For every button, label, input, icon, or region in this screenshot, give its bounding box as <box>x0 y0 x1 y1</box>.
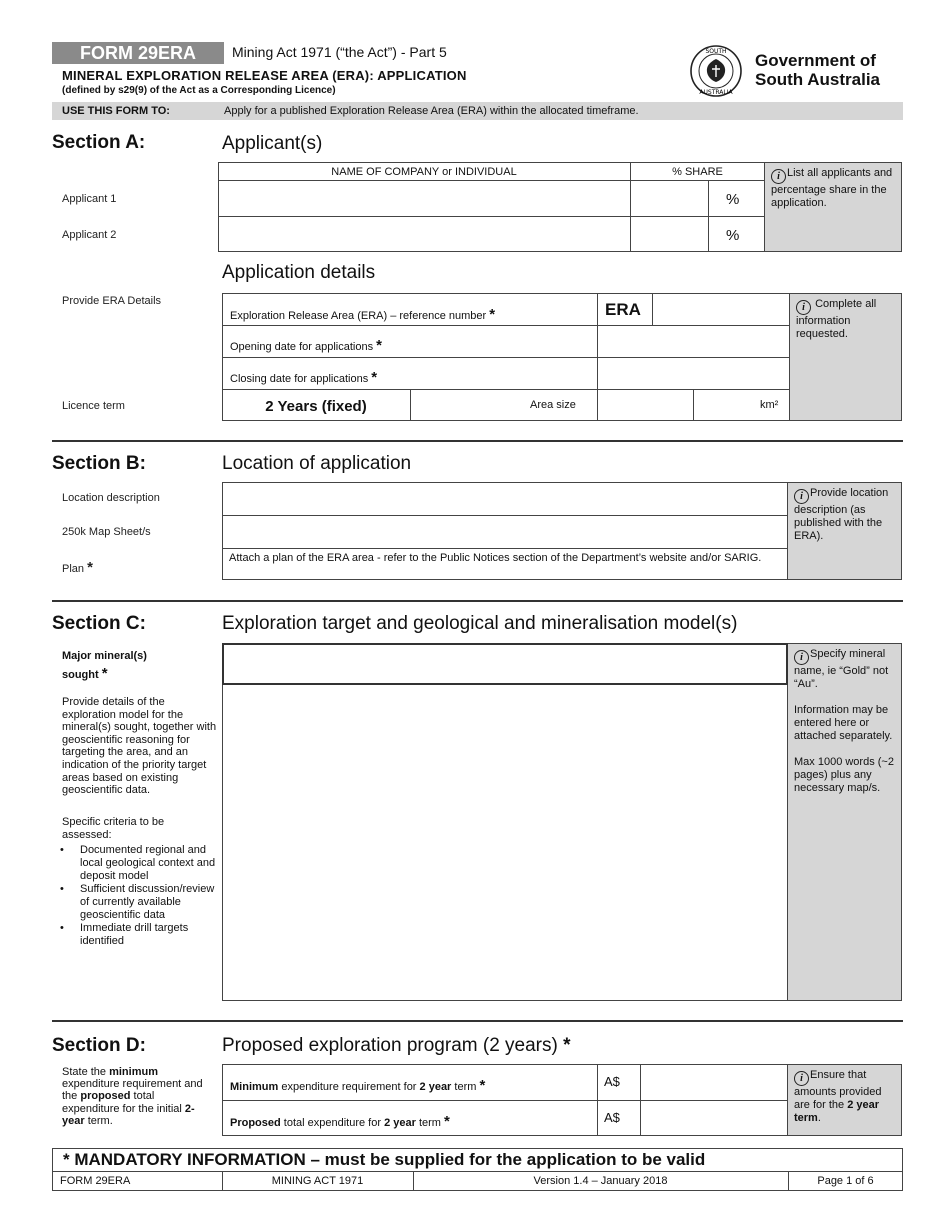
applicants-note-box: i List all applicants and percentage share in the application. <box>765 162 902 252</box>
section-d-label: Section D: <box>52 1035 146 1056</box>
area-size-input[interactable] <box>598 390 692 420</box>
footer-form-code: FORM 29ERA <box>60 1175 131 1187</box>
criteria-item: • Immediate drill targets identified <box>52 922 222 948</box>
info-icon: i <box>794 1071 809 1086</box>
footer-version: Version 1.4 – January 2018 <box>533 1175 668 1187</box>
government-name-line1: Government of <box>755 51 876 70</box>
exploration-model-input[interactable] <box>222 685 788 1001</box>
minimum-expenditure-label: Minimum expenditure requirement for 2 year term * <box>230 1077 486 1094</box>
footer-act: MINING ACT 1971 <box>271 1175 364 1187</box>
section-a-label: Section A: <box>52 132 146 153</box>
section-b-title: Location of application <box>222 453 412 474</box>
criteria-intro: Specific criteria to be assessed: <box>62 816 165 841</box>
criteria-list <box>52 844 222 948</box>
applicant-2-percent: % <box>726 227 740 244</box>
licence-term-value: 2 Years (fixed) <box>265 398 367 415</box>
location-note-box: i Provide location description (as published with the ERA). <box>788 482 902 580</box>
proposed-expenditure-label: Proposed total expenditure for 2 year term * <box>230 1113 450 1130</box>
location-description-input[interactable] <box>223 483 787 514</box>
col-share-header: % SHARE <box>672 166 723 178</box>
applicant-1-label: Applicant 1 <box>62 193 117 205</box>
use-form-label: USE THIS FORM TO: <box>62 105 170 117</box>
info-icon: i <box>771 169 786 184</box>
info-icon: i <box>794 650 809 665</box>
applicant-1-share-input[interactable] <box>631 181 707 215</box>
applicant-1-percent: % <box>726 191 740 208</box>
section-a-title: Applicant(s) <box>222 133 323 154</box>
svg-text:SOUTH: SOUTH <box>705 48 727 55</box>
form-title: MINERAL EXPLORATION RELEASE AREA (ERA): APPLICATION <box>62 68 467 83</box>
info-icon: i <box>794 489 809 504</box>
section-d-title: Proposed exploration program (2 years) * <box>222 1035 571 1056</box>
form-subtitle: (defined by s29(9) of the Act as a Corresponding Licence) <box>62 85 336 96</box>
area-unit: km² <box>760 399 779 411</box>
currency-label: A$ <box>604 1074 620 1089</box>
applicant-2-name-input[interactable] <box>219 217 629 251</box>
era-prefix: ERA <box>605 300 641 319</box>
info-icon: i <box>796 300 811 315</box>
plan-label: Plan * <box>62 559 93 576</box>
opening-date-input[interactable] <box>598 326 789 356</box>
section-c-label: Section C: <box>52 613 146 634</box>
map-sheet-label: 250k Map Sheet/s <box>62 526 151 538</box>
col-name-header: NAME OF COMPANY or INDIVIDUAL <box>331 166 517 178</box>
section-divider <box>52 440 903 442</box>
mandatory-banner: * MANDATORY INFORMATION – must be supplied for the application to be valid <box>52 1148 903 1172</box>
applicant-2-share-input[interactable] <box>631 217 707 251</box>
opening-date-label: Opening date for applications * <box>230 337 383 354</box>
provide-era-label: Provide ERA Details <box>62 295 162 307</box>
form-code-badge: FORM 29ERA <box>52 42 224 64</box>
section-divider <box>52 1020 903 1022</box>
applicant-1-name-input[interactable] <box>219 181 629 215</box>
era-reference-label: Exploration Release Area (ERA) – reference number * <box>230 306 496 323</box>
licence-term-label: Licence term <box>62 400 125 412</box>
area-size-label: Area size <box>530 399 576 411</box>
major-mineral-label: Major mineral(s) sought * <box>62 650 147 682</box>
criteria-item: • Sufficient discussion/review of currently available geoscientific data <box>52 883 222 922</box>
era-reference-input[interactable] <box>653 294 789 324</box>
footer-page-number: Page 1 of 6 <box>817 1175 874 1187</box>
svg-text:AUSTRALIA: AUSTRALIA <box>699 89 733 96</box>
section-b-label: Section B: <box>52 453 146 474</box>
proposed-expenditure-input[interactable] <box>641 1101 787 1135</box>
section-c-title: Exploration target and geological and mineralisation model(s) <box>222 613 738 634</box>
details-note-box: i Complete all information requested. <box>790 293 902 421</box>
currency-label: A$ <box>604 1110 620 1125</box>
expenditure-note-box: i Ensure that amounts provided are for the 2 year term. <box>788 1064 902 1136</box>
government-seal-icon <box>688 44 744 98</box>
map-sheet-input[interactable] <box>223 516 787 547</box>
major-mineral-input[interactable] <box>222 643 788 685</box>
use-form-text: Apply for a published Exploration Release Area (ERA) within the allocated timeframe. <box>224 105 639 117</box>
plan-instructions: Attach a plan of the ERA area - refer to the Public Notices section of the Department’s website and/or SARIG. <box>229 552 762 564</box>
location-description-label: Location description <box>62 492 160 504</box>
mineral-note-box: i Specify mineral name, ie “Gold” not “Au”. Information may be entered here or attached separately. Max 1000 words (~2 pages) plus any necessary map/s. <box>788 643 902 1001</box>
applicant-2-label: Applicant 2 <box>62 229 117 241</box>
expenditure-instructions: State the minimum expenditure requirement and the proposed total expenditure for the initial 2-year term. <box>62 1066 203 1127</box>
closing-date-label: Closing date for applications * <box>230 369 378 386</box>
government-name-line2: South Australia <box>755 70 880 89</box>
minimum-expenditure-input[interactable] <box>641 1065 787 1099</box>
section-divider <box>52 600 903 602</box>
act-line: Mining Act 1971 (“the Act”) - Part 5 <box>232 44 447 60</box>
application-details-title: Application details <box>222 262 376 283</box>
model-instructions: Provide details of the exploration model for the mineral(s) sought, together with geoscientific reasoning for targeting the area, and an indication of the priority target areas based on existing geoscientific data. <box>62 696 217 797</box>
criteria-item: • Documented regional and local geological context and deposit model <box>52 844 222 883</box>
closing-date-input[interactable] <box>598 358 789 388</box>
